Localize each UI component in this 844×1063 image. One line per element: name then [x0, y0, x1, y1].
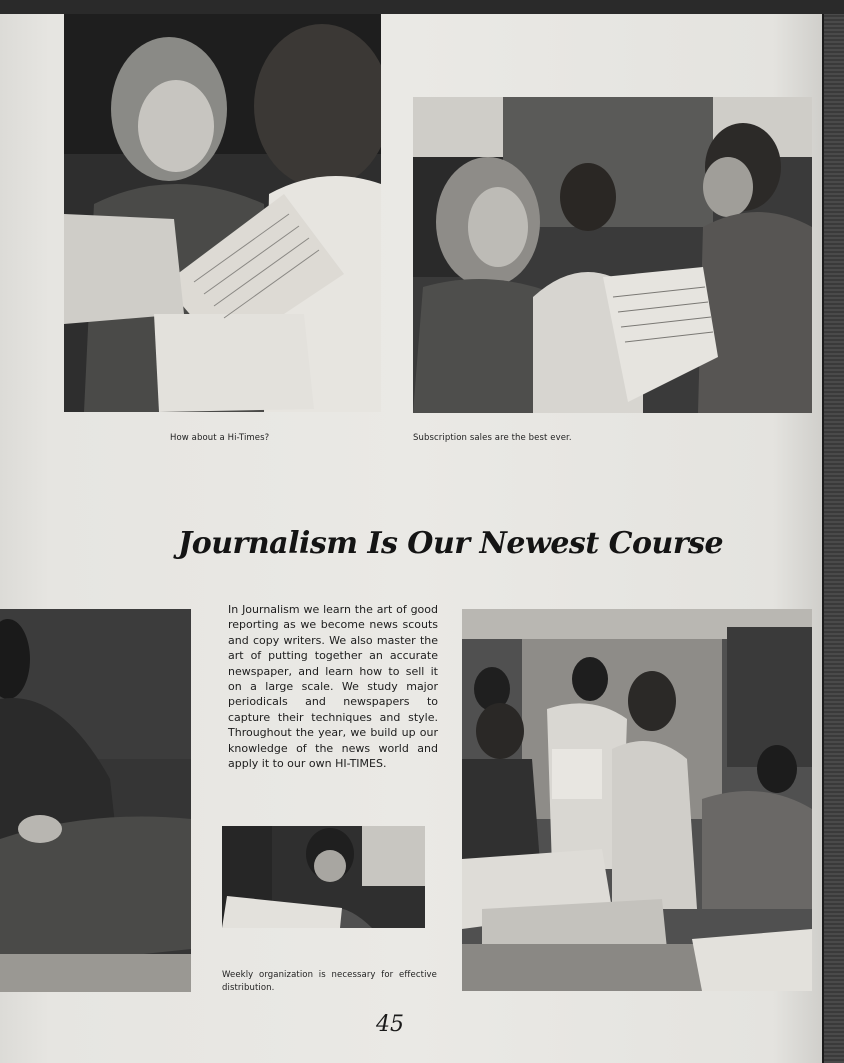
photo-girls-with-newspapers	[64, 14, 381, 412]
photo-subscription-sales	[413, 97, 812, 413]
photo-boy-reading-paper	[222, 826, 425, 928]
caption-top-right: Subscription sales are the best ever.	[413, 433, 572, 443]
book-spine	[822, 14, 844, 1063]
caption-bottom-middle: Weekly organization is necessary for effective distribution.	[222, 970, 437, 993]
page-title: Journalism Is Our Newest Course	[178, 526, 724, 561]
caption-top-left: How about a Hi-Times?	[170, 433, 270, 443]
photo-student-on-desk	[0, 609, 191, 992]
page-number: 45	[376, 1012, 404, 1037]
photo-classroom-distribution	[462, 609, 812, 991]
article-body: In Journalism we learn the art of good reporting as we become news scouts and copy writers. We also master the art of putting together an accurate newspaper, and learn how to sell it on a large scale. We study major periodicals and newspapers to capture their techniques and style. Throughout the year, we build up our knowledge of the news world and apply it to our own HI-TIMES.	[228, 603, 438, 771]
